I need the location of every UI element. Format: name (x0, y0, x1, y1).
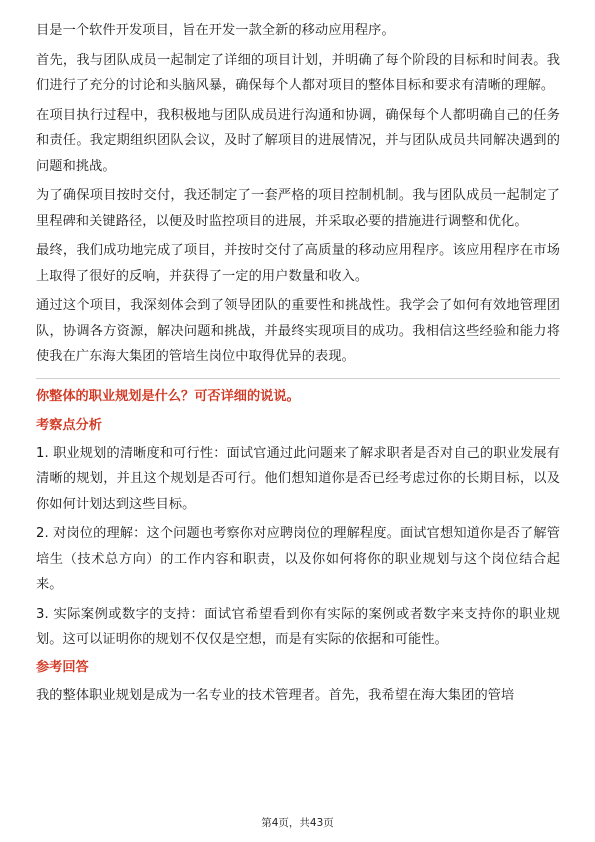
paragraph: 为了确保项目按时交付，我还制定了一套严格的项目控制机制。我与团队成员一起制定了里程碑和关键路径，以便及时监控项目的进展，并采取必要的措施进行调整和优化。 (36, 188, 560, 229)
analysis-heading: 考察点分析 (36, 417, 102, 433)
analysis-point: 1. 职业规划的清晰度和可行性：面试官通过此问题来了解求职者是否对自己的职业发展有清晰的规划，并且这个规划是否可行。他们想知道你是否已经考虑过你的长期目标，以及你如何计划达到这些目标。 (36, 445, 560, 512)
analysis-point: 2. 对岗位的理解：这个问题也考察你对应聘岗位的理解程度。面试官想知道你是否了解管培生（技术总方向）的工作内容和职责，以及你如何将你的职业规划与这个岗位结合起来。 (36, 526, 560, 592)
paragraph: 通过这个项目，我深刻体会到了领导团队的重要性和挑战性。我学会了如何有效地管理团队，协调各方资源，解决问题和挑战，并最终实现项目的成功。我相信这些经验和能力将使我在广东海大集团的管培生岗位中取得优异的表现。 (36, 298, 560, 364)
section-divider (36, 378, 560, 379)
paragraph: 最终，我们成功地完成了项目，并按时交付了高质量的移动应用程序。该应用程序在市场上取得了很好的反响，并获得了一定的用户数量和收入。 (36, 243, 560, 284)
document-page (36, 18, 560, 712)
answer-text: 我的整体职业规划是成为一名专业的技术管理者。首先，我希望在海大集团的管培 (36, 687, 515, 703)
question-title: 你整体的职业规划是什么？可否详细的说说。 (36, 388, 300, 404)
answer-heading: 参考回答 (36, 659, 89, 675)
analysis-point: 3. 实际案例或数字的支持：面试官希望看到你有实际的案例或者数字来支持你的职业规划。这可以证明你的规划不仅仅是空想，而是有实际的依据和可能性。 (36, 606, 560, 647)
paragraph: 目是一个软件开发项目，旨在开发一款全新的移动应用程序。 (36, 23, 395, 38)
page-number-footer: 第4页，共43页 (261, 817, 334, 829)
paragraph: 在项目执行过程中，我积极地与团队成员进行沟通和协调，确保每个人都明确自己的任务和责任。我定期组织团队会议，及时了解项目的进展情况，并与团队成员共同解决遇到的问题和挑战。 (36, 107, 560, 174)
paragraph: 首先，我与团队成员一起制定了详细的项目计划，并明确了每个阶段的目标和时间表。我们进行了充分的讨论和头脑风暴，确保每个人都对项目的整体目标和要求有清晰的理解。 (36, 52, 560, 93)
